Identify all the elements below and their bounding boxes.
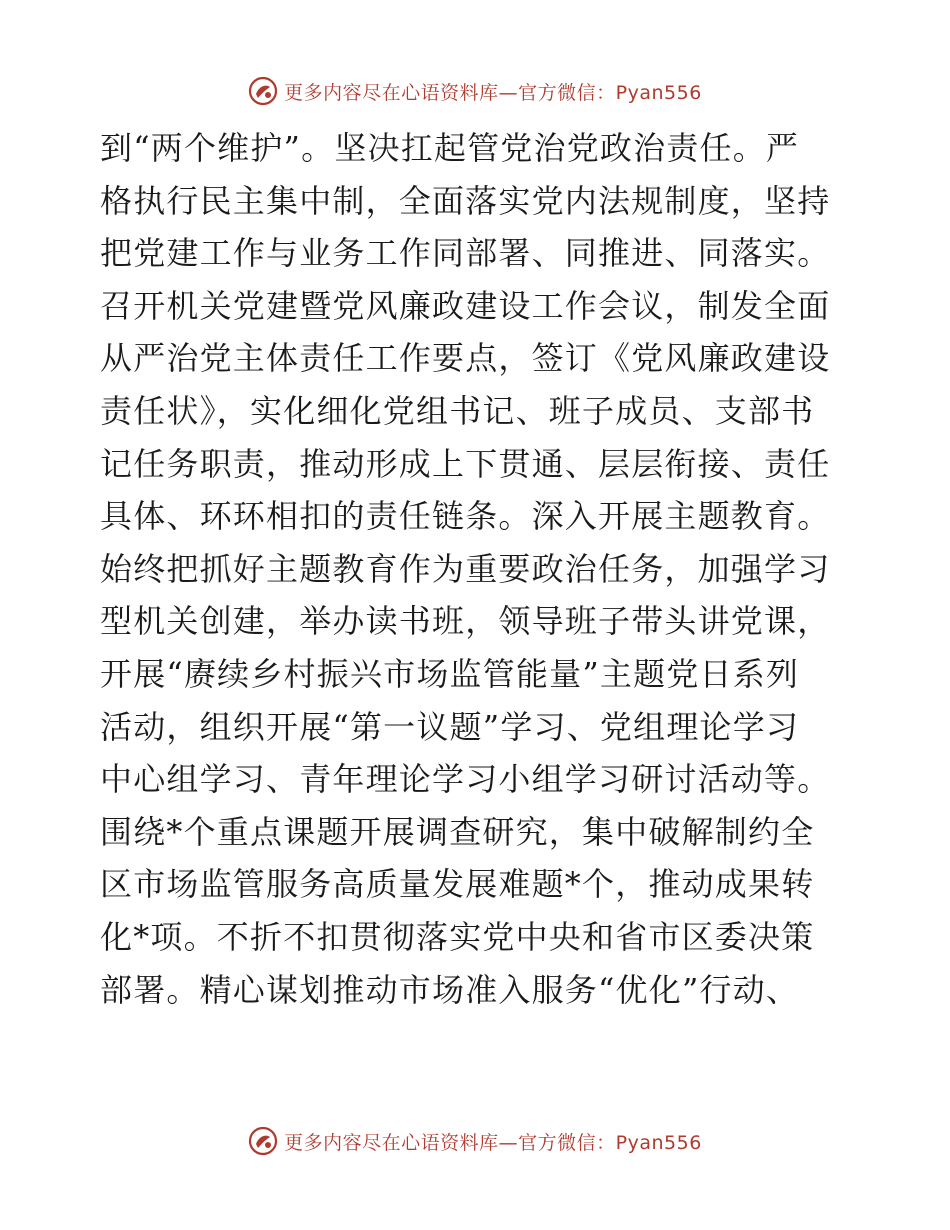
body-line: 中心组学习、青年理论学习小组学习研讨活动等。 — [100, 760, 831, 799]
body-line: 从严治党主体责任工作要点，签订《党风廉政建设 — [100, 339, 831, 378]
red-seal-logo-icon — [248, 76, 278, 106]
header-banner — [0, 71, 950, 111]
body-line: 活动，组织开展“第一议题”学习、党组理论学习 — [100, 707, 800, 746]
header-banner-text: 更多内容尽在心语资料库—官方微信：Pyan556 — [284, 81, 702, 104]
body-line: 具体、环环相扣的责任链条。深入开展主题教育。 — [100, 497, 831, 536]
body-line: 开展“赓续乡村振兴市场监管能量”主题党日系列 — [100, 654, 800, 693]
body-line: 围绕*个重点课题开展调查研究，集中破解制约全 — [100, 812, 815, 851]
body-line: 始终把抓好主题教育作为重要政治任务，加强学习 — [100, 549, 831, 588]
body-line: 把党建工作与业务工作同部署、同推进、同落实。 — [100, 234, 831, 273]
body-line: 区市场监管服务高质量发展难题*个，推动成果转 — [100, 865, 815, 904]
body-line: 化*项。不折不扣贯彻落实党中央和省市区委决策 — [100, 917, 815, 956]
body-line: 到“两个维护”。坚决扛起管党治党政治责任。严 — [100, 129, 800, 167]
body-line: 部署。精心谋划推动市场准入服务“优化”行动、 — [100, 970, 800, 1009]
body-line: 责任状》，实化细化党组书记、班子成员、支部书 — [100, 391, 815, 430]
body-line: 格执行民主集中制，全面落实党内法规制度，坚持 — [100, 181, 831, 220]
footer-banner — [0, 1121, 950, 1161]
body-line: 召开机关党建暨党风廉政建设工作会议，制发全面 — [100, 286, 831, 325]
body-line: 型机关创建，举办读书班，领导班子带头讲党课， — [100, 602, 831, 641]
document-body — [100, 122, 850, 1016]
body-line: 记任务职责，推动形成上下贯通、层层衔接、责任 — [100, 444, 831, 483]
footer-banner-text: 更多内容尽在心语资料库—官方微信：Pyan556 — [284, 1131, 702, 1154]
red-seal-logo-icon — [248, 1126, 278, 1156]
